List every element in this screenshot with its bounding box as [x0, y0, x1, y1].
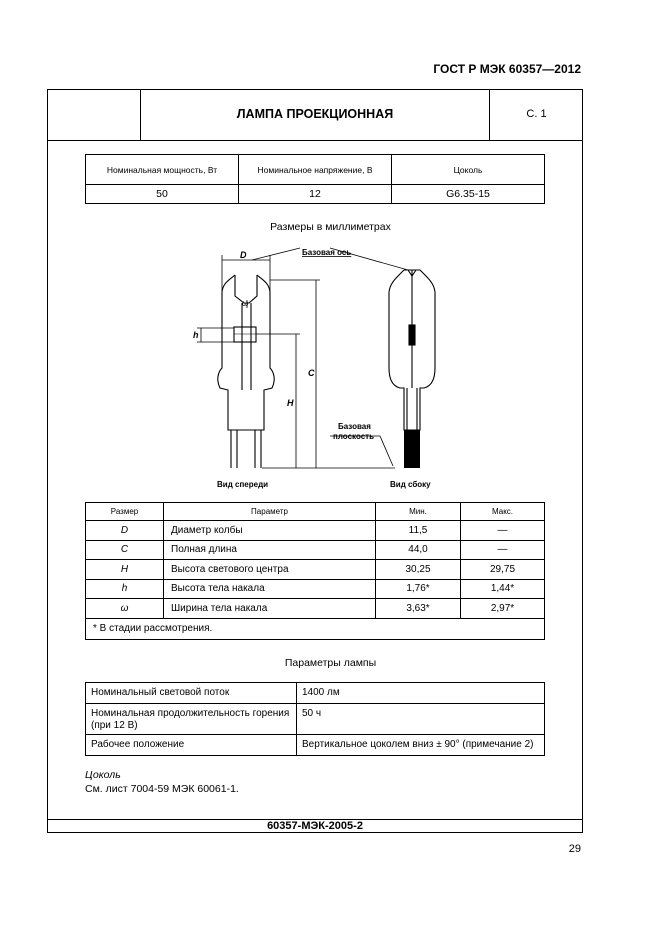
table-row	[86, 704, 545, 735]
label-D: D	[240, 250, 247, 260]
value-voltage: 12	[239, 185, 392, 204]
params-table	[85, 682, 545, 756]
dim-header-size: Размер	[86, 503, 164, 521]
socket-heading: Цоколь	[85, 769, 121, 781]
label-H: H	[287, 398, 294, 408]
params-caption: Параметры лампы	[284, 657, 377, 669]
drawing-caption: Размеры в миллиметрах	[270, 221, 391, 233]
dim-min: 11,5	[376, 521, 461, 541]
label-front-view: Вид спереди	[217, 480, 269, 489]
param-name: Рабочее положение	[86, 735, 297, 756]
table-row	[86, 560, 545, 580]
dim-symbol: h	[86, 579, 164, 599]
table-row	[86, 579, 545, 599]
dim-header-param: Параметр	[164, 503, 376, 521]
dim-symbol: H	[86, 560, 164, 580]
table-row	[86, 599, 545, 619]
label-C: C	[308, 368, 315, 378]
param-value: Вертикальное цоколем вниз ± 90° (примечание 2)	[297, 735, 545, 756]
side-view-outline	[389, 270, 435, 430]
param-value: 50 ч	[297, 704, 545, 735]
dim-header-min: Мин.	[376, 503, 461, 521]
footer-code: 60357-МЭК-2005-2	[267, 820, 363, 832]
header-voltage: Номинальное напряжение, В	[239, 155, 392, 185]
dim-min: 44,0	[376, 540, 461, 560]
table-row	[86, 540, 545, 560]
label-base-axis: Базовая ось	[302, 248, 352, 257]
dim-param: Диаметр колбы	[164, 521, 376, 541]
dim-min: 3,63*	[376, 599, 461, 619]
drawing-labels	[193, 248, 431, 489]
dimension-lines	[197, 248, 408, 468]
side-view-pins	[404, 430, 420, 468]
dim-header-max: Макс.	[461, 503, 545, 521]
standard-number: ГОСТ Р МЭК 60357—2012	[433, 62, 581, 76]
dim-min: 30,25	[376, 560, 461, 580]
label-base-plane: Базовая	[338, 422, 371, 431]
header-power: Номинальная мощность, Вт	[86, 155, 239, 185]
label-h: h	[193, 330, 199, 340]
table-row	[86, 521, 545, 541]
param-name: Номинальный световой поток	[86, 683, 297, 704]
value-power: 50	[86, 185, 239, 204]
dim-param: Высота светового центра	[164, 560, 376, 580]
socket-text: См. лист 7004-59 МЭК 60061-1.	[85, 783, 239, 795]
dim-param: Высота тела накала	[164, 579, 376, 599]
label-side-view: Вид сбоку	[390, 480, 431, 489]
header-socket: Цоколь	[392, 155, 545, 185]
label-base-plane-2: плоскость	[333, 432, 375, 441]
dim-note: * В стадии рассмотрения.	[86, 618, 545, 639]
dim-max: 1,44*	[461, 579, 545, 599]
dim-symbol: D	[86, 521, 164, 541]
dim-max: —	[461, 521, 545, 541]
table-row	[86, 683, 545, 704]
table-row	[86, 735, 545, 756]
page-number: 29	[568, 843, 581, 855]
dim-max: —	[461, 540, 545, 560]
dim-min: 1,76*	[376, 579, 461, 599]
dim-symbol: ω	[86, 599, 164, 619]
sheet-page: С. 1	[526, 108, 547, 120]
dimensions-table	[85, 502, 545, 640]
dim-symbol: C	[86, 540, 164, 560]
param-name: Номинальная продолжительность горения (при 12 В)	[86, 704, 297, 735]
dim-max: 29,75	[461, 560, 545, 580]
label-omega: ω	[242, 299, 249, 308]
dim-param: Полная длина	[164, 540, 376, 560]
dim-param: Ширина тела накала	[164, 599, 376, 619]
dim-max: 2,97*	[461, 599, 545, 619]
value-socket: G6.35-15	[392, 185, 545, 204]
param-value: 1400 лм	[297, 683, 545, 704]
sheet-title: ЛАМПА ПРОЕКЦИОННАЯ	[236, 107, 394, 121]
